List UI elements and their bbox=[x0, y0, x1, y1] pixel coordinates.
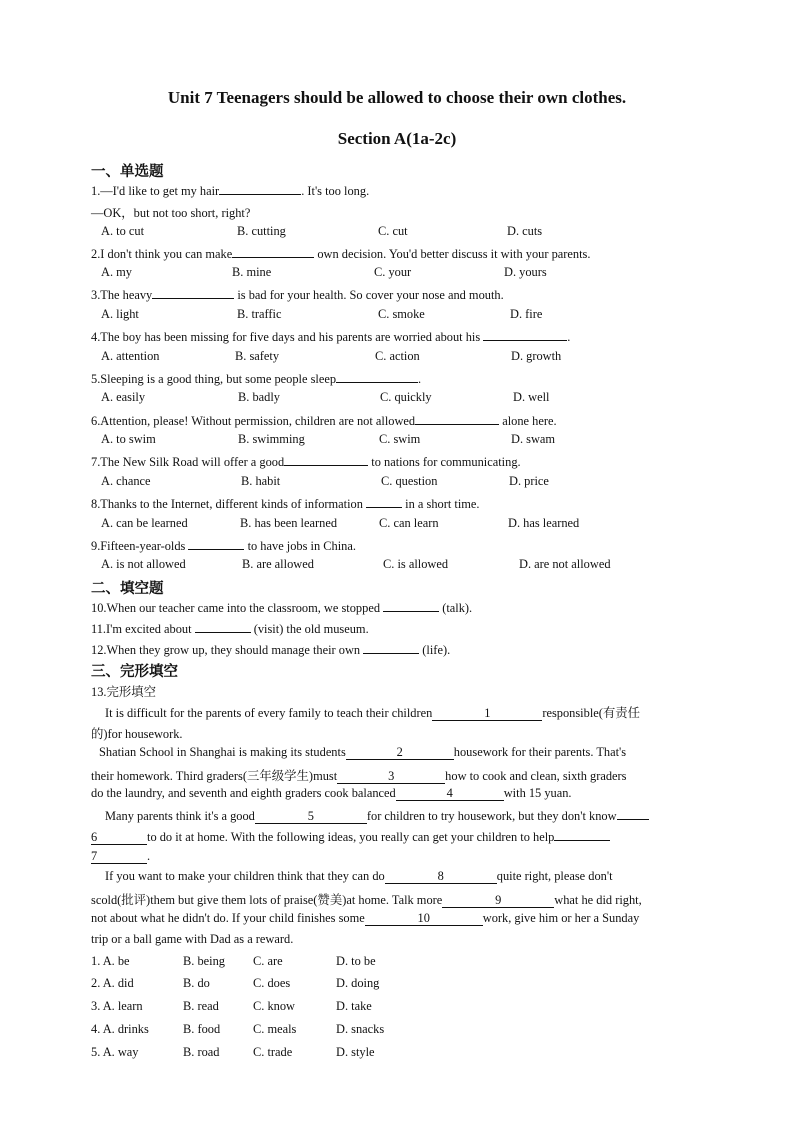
option-b: B. badly bbox=[238, 390, 280, 404]
question-text: 11.I'm excited about bbox=[91, 622, 195, 636]
section-heading-cloze: 三、完形填空 bbox=[91, 664, 178, 680]
answer-blank bbox=[232, 245, 314, 258]
cloze-option: 3. A. learn bbox=[91, 999, 143, 1013]
passage-text: what he did right, bbox=[554, 893, 642, 907]
question-text: is bad for your health. So cover your nose and mouth. bbox=[234, 288, 504, 302]
cloze-blank-2: 2 bbox=[346, 746, 454, 760]
cloze-option: B. being bbox=[183, 954, 225, 968]
cloze-option: D. take bbox=[336, 999, 372, 1013]
passage-text: how to cook and clean, sixth graders bbox=[445, 769, 627, 783]
question-text: (life). bbox=[419, 643, 451, 657]
option-d: D. fire bbox=[510, 307, 543, 321]
passage-text: quite right, please don't bbox=[496, 869, 613, 883]
cloze-blank-1: 1 bbox=[432, 707, 542, 721]
section-heading-single-choice: 一、单选题 bbox=[91, 164, 164, 180]
question-text: . It's too long. bbox=[301, 184, 370, 198]
option-c: C. can learn bbox=[379, 516, 439, 530]
option-d: D. has learned bbox=[508, 516, 580, 530]
cloze-option: B. read bbox=[183, 999, 219, 1013]
passage-text: Shatian School in Shanghai is making its students bbox=[99, 745, 346, 759]
question-text: 2.I don't think you can make bbox=[91, 247, 233, 261]
cloze-option: 1. A. be bbox=[91, 954, 130, 968]
answer-blank bbox=[415, 412, 499, 425]
answer-blank bbox=[195, 620, 251, 633]
question-5 bbox=[91, 370, 421, 387]
cloze-option: D. snacks bbox=[336, 1022, 385, 1036]
passage-text: their homework. Third graders(三年级学生)must bbox=[91, 769, 338, 783]
option-c: C. action bbox=[375, 349, 420, 363]
cloze-option: 4. A. drinks bbox=[91, 1022, 149, 1036]
question-text: to have jobs in China. bbox=[244, 539, 356, 553]
cloze-line bbox=[91, 766, 627, 784]
option-b: B. mine bbox=[232, 265, 272, 279]
cloze-line bbox=[105, 869, 613, 884]
option-d: D. growth bbox=[511, 349, 562, 363]
question-text: 3.The heavy bbox=[91, 288, 153, 302]
answer-blank bbox=[188, 537, 244, 550]
answer-blank bbox=[483, 328, 567, 341]
cloze-option: 5. A. way bbox=[91, 1045, 139, 1059]
option-a: A. chance bbox=[101, 474, 151, 488]
passage-text: Many parents think it's a good bbox=[105, 809, 255, 823]
cloze-blank-8: 8 bbox=[385, 870, 497, 884]
question-text: . bbox=[418, 372, 422, 386]
option-b: B. are allowed bbox=[242, 557, 314, 571]
cloze-option: C. are bbox=[253, 954, 283, 968]
question-text: 10.When our teacher came into the classroom, we stopped bbox=[91, 601, 384, 615]
option-d: D. price bbox=[509, 474, 549, 488]
answer-blank bbox=[383, 599, 439, 612]
option-a: A. to swim bbox=[101, 432, 156, 446]
option-a: A. my bbox=[101, 265, 132, 279]
option-a: A. easily bbox=[101, 390, 146, 404]
worksheet-subtitle: Section A(1a-2c) bbox=[337, 129, 457, 148]
question-text: 4.The boy has been missing for five days and his parents are worried about his bbox=[91, 330, 484, 344]
question-6 bbox=[91, 412, 557, 429]
question-13-heading: 13.完形填空 bbox=[91, 685, 157, 699]
question-text: in a short time. bbox=[402, 497, 480, 511]
question-text: 12.When they grow up, they should manage their own bbox=[91, 643, 364, 657]
question-text: . bbox=[567, 330, 571, 344]
passage-text: with 15 yuan. bbox=[503, 786, 572, 800]
option-b: B. traffic bbox=[237, 307, 282, 321]
cloze-blank-7: 7 bbox=[91, 850, 147, 864]
question-text: 5.Sleeping is a good thing, but some people sleep bbox=[91, 372, 337, 386]
question-text: 9.Fifteen-year-olds bbox=[91, 539, 189, 553]
question-text: to nations for communicating. bbox=[368, 455, 521, 469]
question-7 bbox=[91, 453, 521, 470]
option-a: A. can be learned bbox=[101, 516, 188, 530]
option-d: D. yours bbox=[504, 265, 547, 279]
option-c: C. swim bbox=[379, 432, 421, 446]
answer-blank bbox=[284, 453, 368, 466]
question-text: (visit) the old museum. bbox=[250, 622, 369, 636]
cloze-option: D. style bbox=[336, 1045, 375, 1059]
option-a: A. light bbox=[101, 307, 139, 321]
answer-blank bbox=[554, 828, 610, 841]
answer-blank bbox=[219, 182, 301, 195]
question-text: alone here. bbox=[499, 414, 557, 428]
cloze-line bbox=[105, 807, 649, 824]
option-d: D. are not allowed bbox=[519, 557, 611, 571]
passage-text: responsible(有责任 bbox=[542, 706, 641, 720]
option-a: A. attention bbox=[101, 349, 160, 363]
cloze-line: 的)for housework. bbox=[91, 727, 183, 741]
answer-blank bbox=[363, 641, 419, 654]
passage-text: scold(批评)them but give them lots of praise(赞美)at home. Talk more bbox=[91, 893, 443, 907]
answer-blank bbox=[336, 370, 418, 383]
passage-text: do the laundry, and seventh and eighth graders cook balanced bbox=[91, 786, 396, 800]
cloze-blank-6: 6 bbox=[91, 831, 147, 845]
cloze-line bbox=[91, 890, 642, 908]
passage-text: . bbox=[147, 849, 151, 863]
question-text: 8.Thanks to the Internet, different kinds of information bbox=[91, 497, 367, 511]
option-a: A. is not allowed bbox=[101, 557, 186, 571]
cloze-option: B. do bbox=[183, 976, 210, 990]
cloze-line bbox=[99, 745, 626, 760]
passage-text: to do it at home. With the following ideas, you really can get your children to help bbox=[147, 830, 555, 844]
option-b: B. cutting bbox=[237, 224, 286, 238]
answer-blank bbox=[366, 495, 402, 508]
question-2 bbox=[91, 245, 590, 262]
option-b: B. has been learned bbox=[240, 516, 338, 530]
cloze-line bbox=[91, 849, 150, 864]
question-12 bbox=[91, 641, 450, 658]
option-c: C. smoke bbox=[378, 307, 425, 321]
passage-text: work, give him or her a Sunday bbox=[482, 911, 640, 925]
cloze-option: B. road bbox=[183, 1045, 220, 1059]
option-c: C. question bbox=[381, 474, 438, 488]
option-c: C. cut bbox=[378, 224, 408, 238]
question-4 bbox=[91, 328, 570, 345]
option-c: C. your bbox=[374, 265, 412, 279]
cloze-option: 2. A. did bbox=[91, 976, 134, 990]
cloze-blank-4: 4 bbox=[396, 787, 504, 801]
passage-text: It is difficult for the parents of every family to teach their children bbox=[105, 706, 433, 720]
option-d: D. well bbox=[513, 390, 550, 404]
cloze-option: C. does bbox=[253, 976, 291, 990]
option-a: A. to cut bbox=[101, 224, 145, 238]
option-c: C. quickly bbox=[380, 390, 432, 404]
question-text: own decision. You'd better discuss it with your parents. bbox=[314, 247, 591, 261]
cloze-blank-10: 10 bbox=[365, 912, 483, 926]
cloze-line bbox=[105, 703, 640, 721]
cloze-option: D. to be bbox=[336, 954, 376, 968]
cloze-option: C. trade bbox=[253, 1045, 293, 1059]
cloze-line bbox=[91, 911, 639, 926]
cloze-line: trip or a ball game with Dad as a reward. bbox=[91, 932, 294, 946]
answer-blank bbox=[617, 807, 649, 820]
cloze-option: B. food bbox=[183, 1022, 221, 1036]
question-text: 6.Attention, please! Without permission, children are not allowed bbox=[91, 414, 416, 428]
question-8 bbox=[91, 495, 480, 512]
passage-text: housework for their parents. That's bbox=[453, 745, 627, 759]
cloze-blank-9: 9 bbox=[442, 894, 554, 908]
cloze-line bbox=[91, 828, 610, 845]
option-b: B. safety bbox=[235, 349, 280, 363]
question-3 bbox=[91, 286, 504, 303]
answer-blank bbox=[152, 286, 234, 299]
cloze-line bbox=[91, 786, 572, 801]
cloze-blank-5: 5 bbox=[255, 810, 367, 824]
question-10 bbox=[91, 599, 472, 616]
cloze-option: C. meals bbox=[253, 1022, 297, 1036]
question-9 bbox=[91, 537, 356, 554]
cloze-option: C. know bbox=[253, 999, 295, 1013]
cloze-option: D. doing bbox=[336, 976, 380, 990]
option-d: D. cuts bbox=[507, 224, 543, 238]
section-heading-fill-in: 二、填空题 bbox=[91, 581, 164, 597]
cloze-blank-3: 3 bbox=[337, 770, 445, 784]
question-text: 1.—I'd like to get my hair bbox=[91, 184, 220, 198]
option-b: B. habit bbox=[241, 474, 281, 488]
question-1 bbox=[91, 182, 369, 199]
passage-text: not about what he didn't do. If your child finishes some bbox=[91, 911, 365, 925]
question-1-reply: —OK，but not too short, right? bbox=[91, 206, 251, 220]
question-text: 7.The New Silk Road will offer a good bbox=[91, 455, 285, 469]
option-c: C. is allowed bbox=[383, 557, 449, 571]
option-d: D. swam bbox=[511, 432, 556, 446]
question-11 bbox=[91, 620, 369, 637]
worksheet-title: Unit 7 Teenagers should be allowed to choose their own clothes. bbox=[167, 88, 627, 107]
option-b: B. swimming bbox=[238, 432, 305, 446]
question-text: (talk). bbox=[439, 601, 473, 615]
passage-text: for children to try housework, but they don't know bbox=[366, 809, 617, 823]
passage-text: If you want to make your children think that they can do bbox=[105, 869, 385, 883]
